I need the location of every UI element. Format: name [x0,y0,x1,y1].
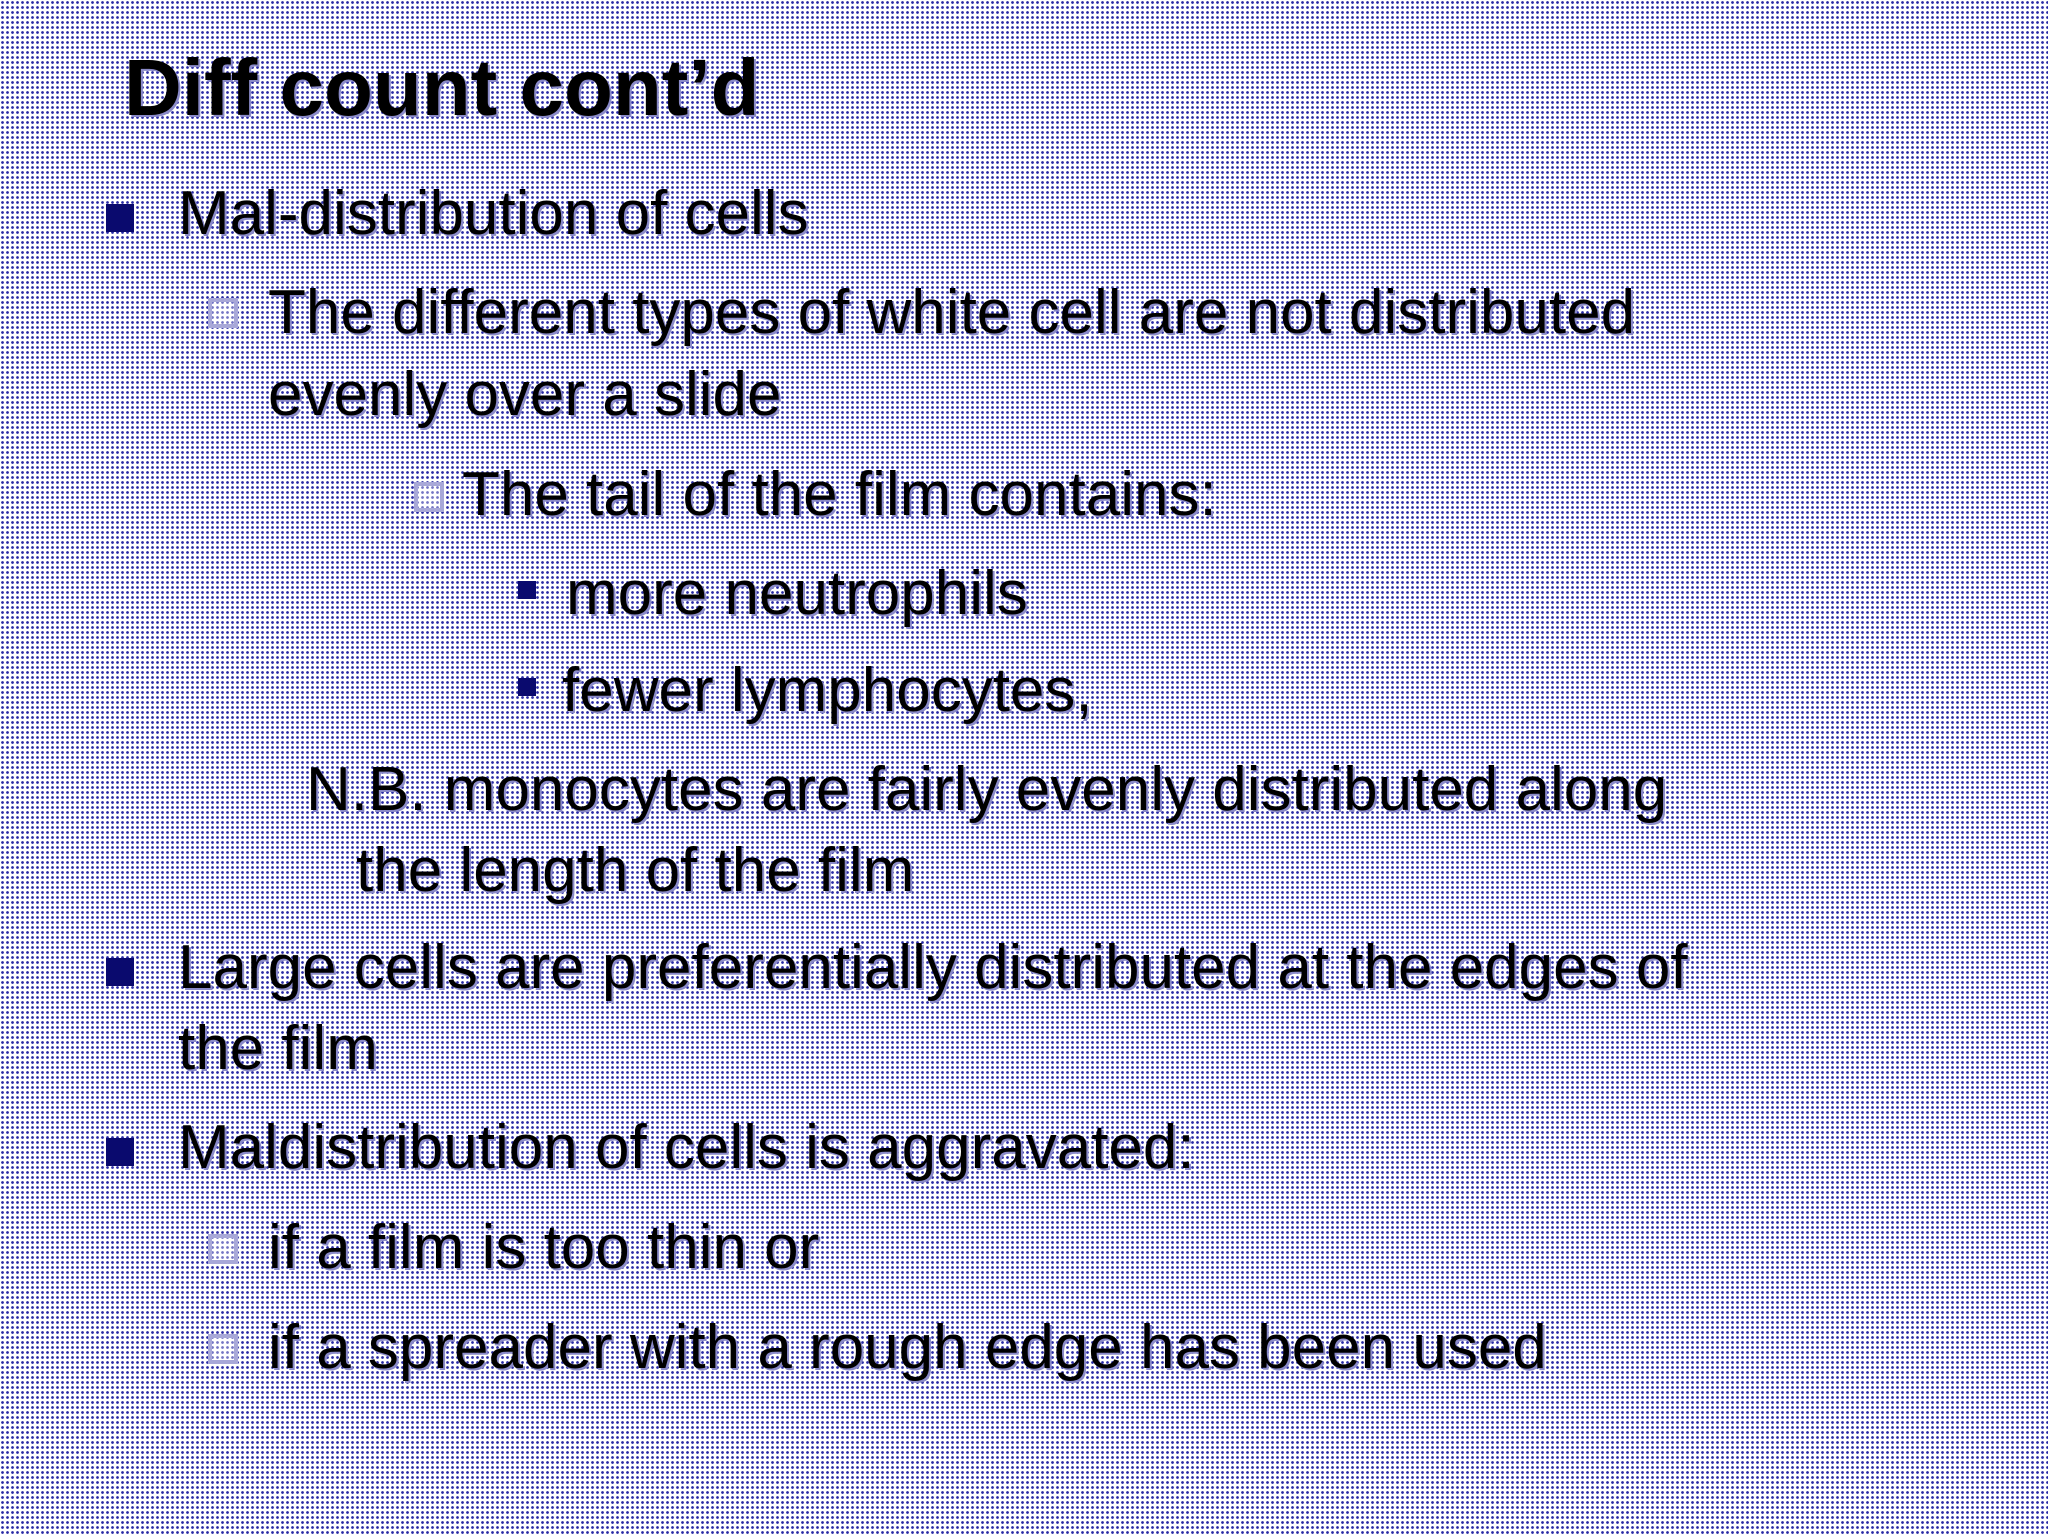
bullet-text-white-cell-types-line1: The different types of white cell are not distributed [268,278,1636,347]
square-bullet-icon [106,958,134,986]
slide-title: Diff count cont’d [124,43,760,132]
bullet-text-maldistribution: Mal-distribution of cells [178,179,809,248]
bullet-text-white-cell-types-line2: evenly over a slide [268,360,782,429]
note-monocytes-line1: N.B. monocytes are fairly evenly distributed along [306,755,1668,824]
small-square-bullet-icon [518,581,536,599]
bullet-text-large-cells-line2: the film [178,1014,378,1083]
bullet-text-fewer-lymphocytes: fewer lymphocytes, [562,656,1093,725]
note-monocytes-line2: the length of the film [356,836,915,905]
hollow-square-bullet-icon [208,1234,238,1264]
hollow-square-bullet-icon [208,1334,238,1364]
small-square-bullet-icon [518,678,536,696]
hollow-square-bullet-icon [208,298,238,328]
bullet-text-rough-spreader: if a spreader with a rough edge has been used [268,1313,1547,1382]
bullet-text-maldistribution-aggravated: Maldistribution of cells is aggravated: [178,1113,1195,1182]
bullet-text-more-neutrophils: more neutrophils [566,559,1028,628]
bullet-text-large-cells-line1: Large cells are preferentially distributed at the edges of [178,933,1688,1002]
hollow-square-bullet-icon [414,482,444,512]
bullet-text-film-too-thin: if a film is too thin or [268,1213,820,1282]
square-bullet-icon [106,1138,134,1166]
square-bullet-icon [106,204,134,232]
bullet-text-tail-of-film: The tail of the film contains: [462,460,1217,529]
